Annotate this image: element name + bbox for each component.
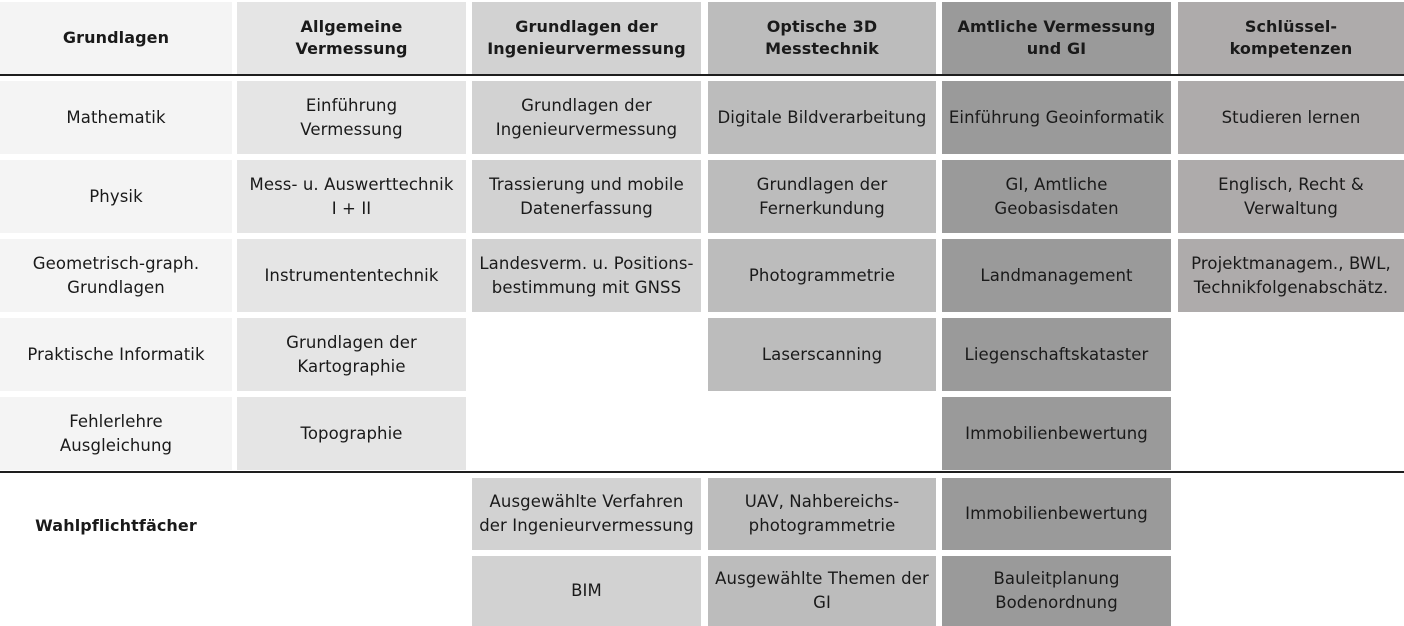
header-allgemeine-vermessung: Allgemeine Vermessung: [237, 2, 466, 74]
cell-ingenieur: Trassierung und mobile Datenerfassung: [472, 160, 701, 233]
cell-grundlagen: Geometrisch-graph. Grundlagen: [0, 239, 232, 312]
header-optische-3d-messtechnik: Optische 3D Messtechnik: [708, 2, 936, 74]
cell-grundlagen: Physik: [0, 160, 232, 233]
header-ingenieurvermessung: Grundlagen der Ingenieurvermessung: [472, 2, 701, 74]
wahlpflicht-divider: [0, 471, 1404, 473]
cell-schluessel: Projektmanagem., BWL, Technikfolgenabschätz.: [1178, 239, 1404, 312]
cell-amtlich: Einführung Geoinformatik: [942, 81, 1171, 154]
header-grundlagen: Grundlagen: [0, 2, 232, 74]
cell-grundlagen: Mathematik: [0, 81, 232, 154]
wahlpflicht-optisch: Ausgewählte Themen der GI: [708, 556, 936, 626]
cell-amtlich: GI, Amtliche Geobasisdaten: [942, 160, 1171, 233]
cell-allgemeine: Einführung Vermessung: [237, 81, 466, 154]
cell-grundlagen: Praktische Informatik: [0, 318, 232, 391]
cell-schluessel: Englisch, Recht & Verwaltung: [1178, 160, 1404, 233]
wahlpflicht-ingenieur: Ausgewählte Verfahren der Ingenieurvermessung: [472, 478, 701, 550]
cell-allgemeine: Mess- u. Auswerttechnik I + II: [237, 160, 466, 233]
wahlpflicht-ingenieur: BIM: [472, 556, 701, 626]
cell-optisch: Laserscanning: [708, 318, 936, 391]
cell-optisch: Photogrammetrie: [708, 239, 936, 312]
cell-allgemeine: Instrumententechnik: [237, 239, 466, 312]
cell-allgemeine: Topographie: [237, 397, 466, 470]
cell-schluessel: Studieren lernen: [1178, 81, 1404, 154]
cell-optisch: Digitale Bildverarbeitung: [708, 81, 936, 154]
wahlpflicht-amtlich: Bauleitplanung Bodenordnung: [942, 556, 1171, 626]
wahlpflicht-amtlich: Immobilienbewertung: [942, 478, 1171, 550]
wahlpflicht-optisch: UAV, Nahbereichs- photogrammetrie: [708, 478, 936, 550]
cell-ingenieur: Landesverm. u. Positions- bestimmung mit GNSS: [472, 239, 701, 312]
wahlpflicht-label: Wahlpflichtfächer: [35, 516, 197, 535]
cell-grundlagen: Fehlerlehre Ausgleichung: [0, 397, 232, 470]
cell-allgemeine: Grundlagen der Kartographie: [237, 318, 466, 391]
cell-amtlich: Liegenschaftskataster: [942, 318, 1171, 391]
cell-optisch: Grundlagen der Fernerkundung: [708, 160, 936, 233]
cell-amtlich: Landmanagement: [942, 239, 1171, 312]
cell-amtlich: Immobilienbewertung: [942, 397, 1171, 470]
header-schluesselkompetenzen: Schlüssel- kompetenzen: [1178, 2, 1404, 74]
header-divider: [0, 74, 1404, 76]
cell-ingenieur: Grundlagen der Ingenieurvermessung: [472, 81, 701, 154]
header-amtliche-vermessung: Amtliche Vermessung und GI: [942, 2, 1171, 74]
